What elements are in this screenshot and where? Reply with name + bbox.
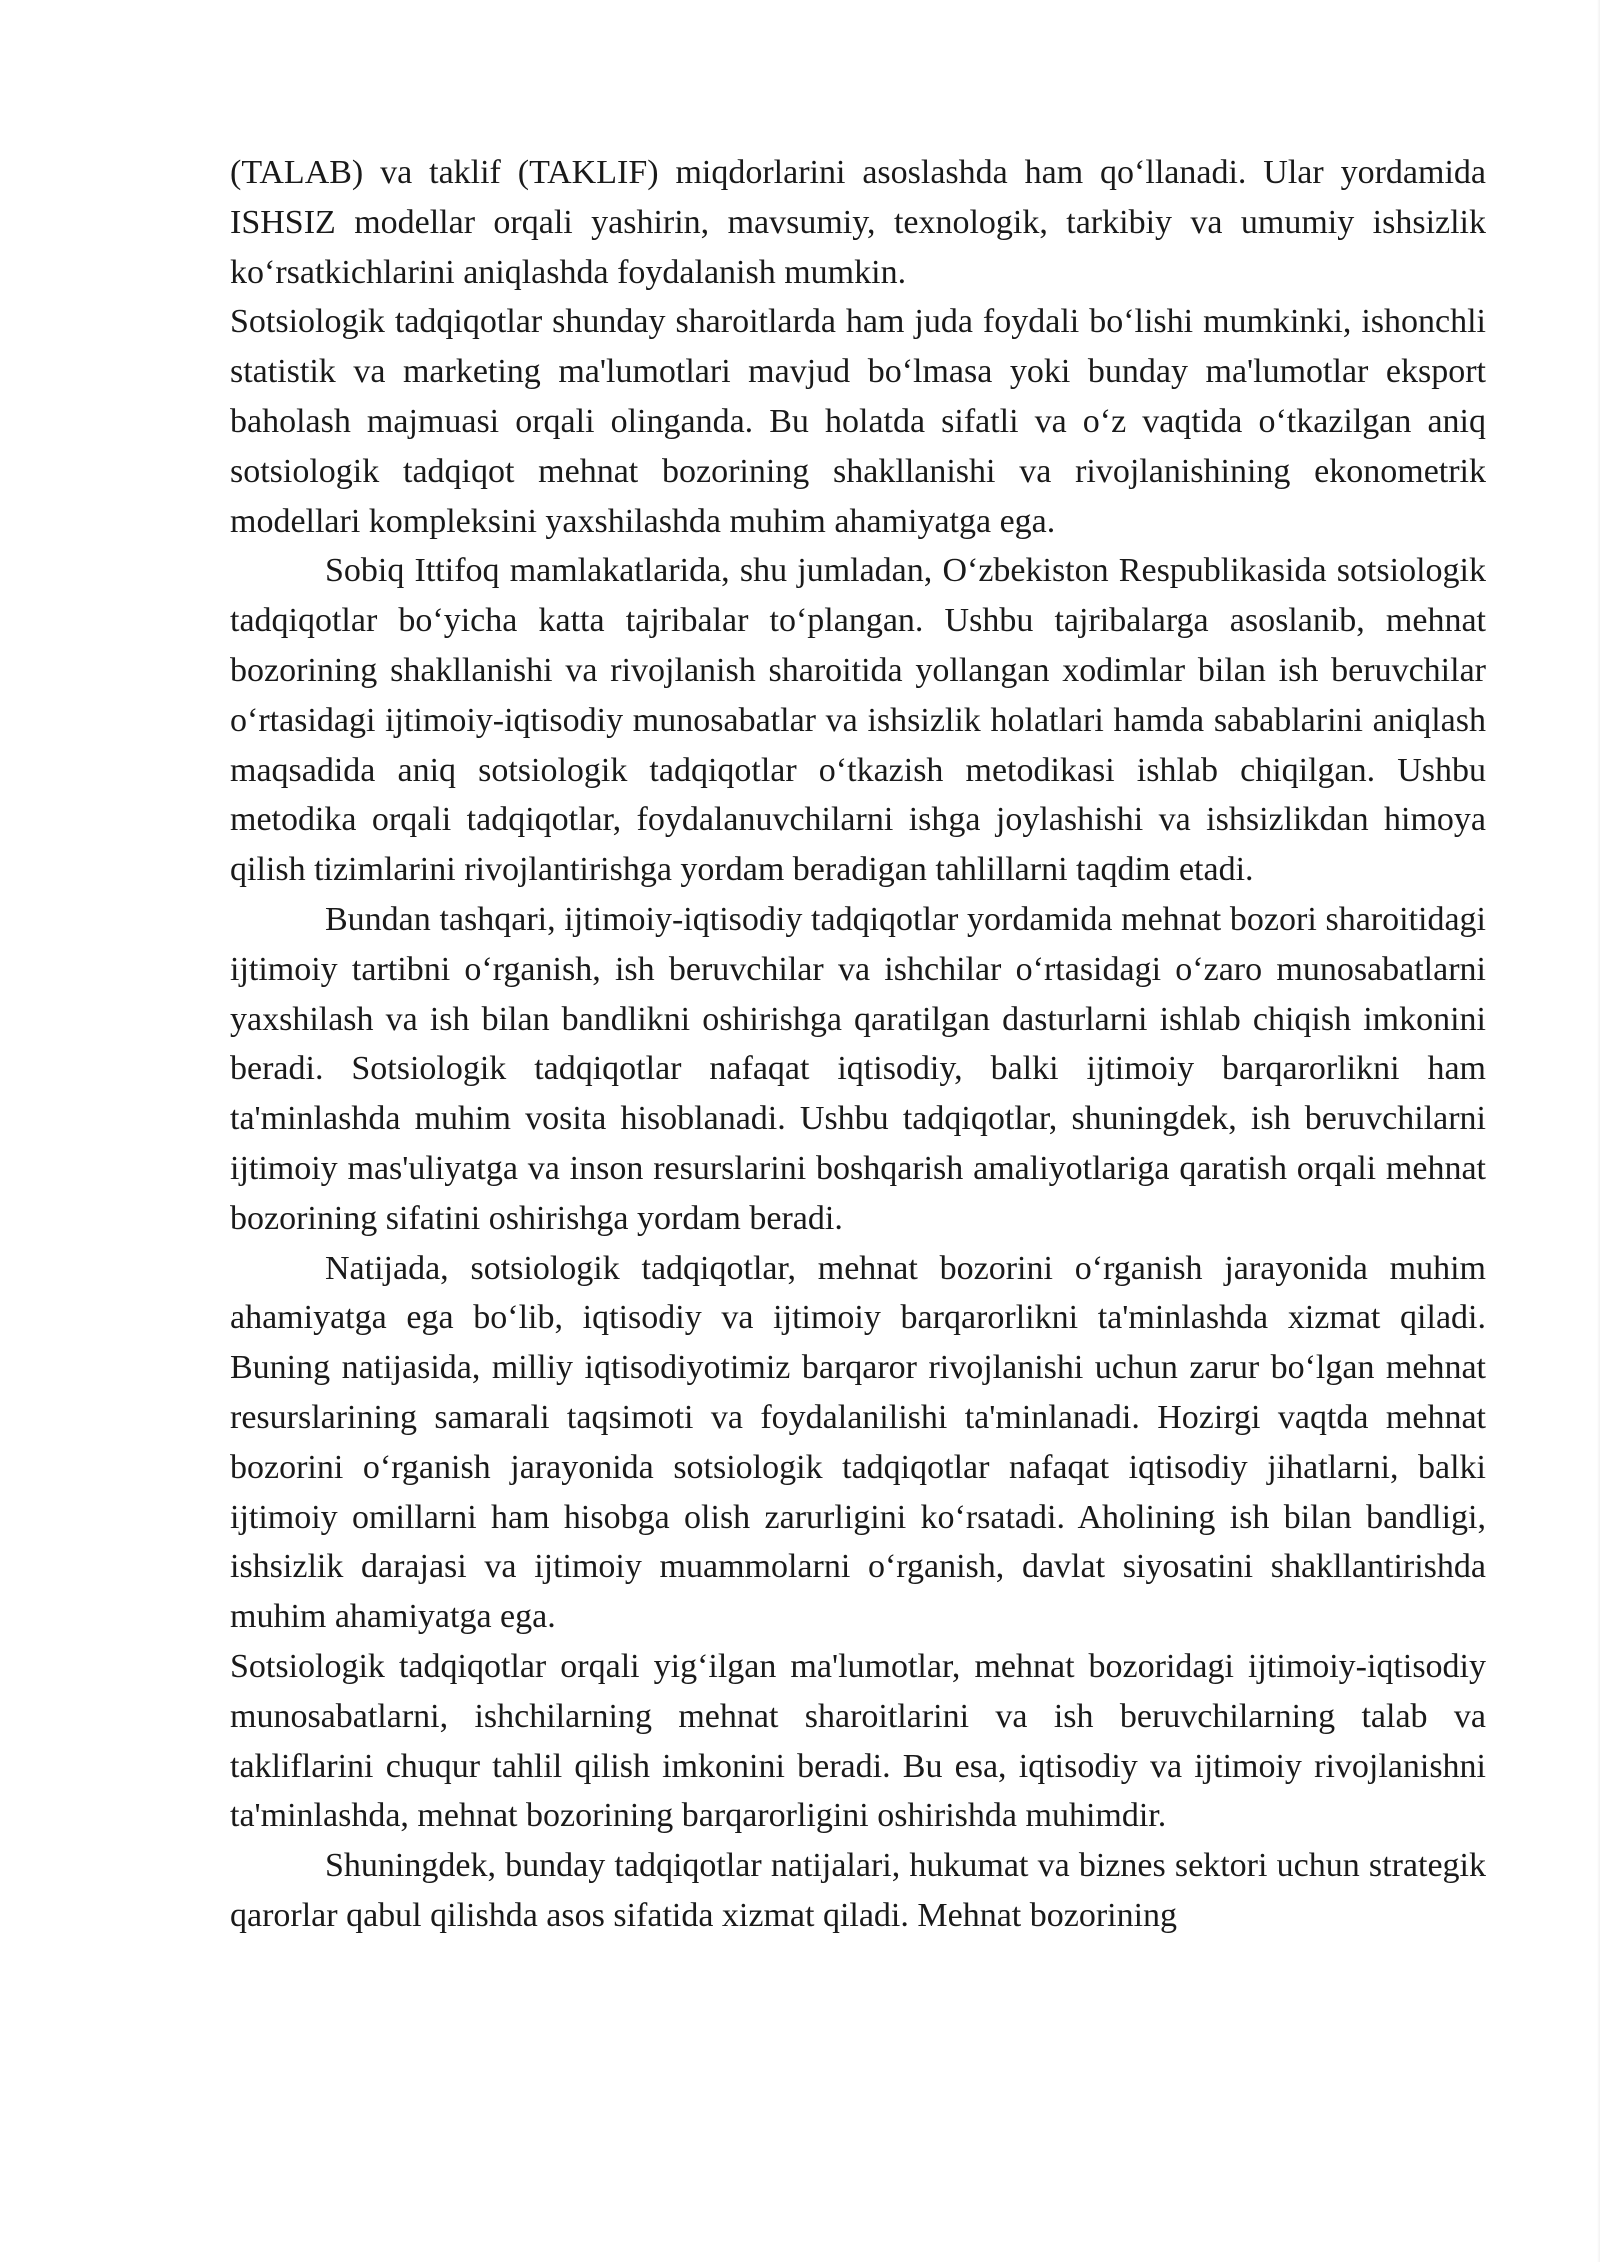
paragraph-2: Sotsiologik tadqiqotlar shunday sharoitlarda ham juda foydali bo‘lishi mumkinki, ishonchli statistik va marketing ma'lumotlari mavjud bo‘lmasa yoki bunday ma'lumotlar eksport baholash majmuasi orqali olinganda. Bu holatda sifatli va o‘z vaqtida o‘tkazilgan aniq sotsiologik tadqiqot mehnat bozorining shakllanishi va rivojlanishining ekonometrik modellari kompleksini yaxshilashda muhim ahamiyatga ega.	[230, 303, 1486, 540]
paragraph-7: Shuningdek, bunday tadqiqotlar natijalari, hukumat va biznes sektori uchun strategik qarorlar qabul qilishda asos sifatida xizmat qiladi. Mehnat bozorining	[230, 1847, 1486, 1934]
document-body	[230, 148, 1486, 1941]
paragraph-1: (TALAB) va taklif (TAKLIF) miqdorlarini asoslashda ham qo‘llanadi. Ular yordamida ISHSIZ modellar orqali yashirin, mavsumiy, texnologik, tarkibiy va umumiy ishsizlik ko‘rsatkichlarini aniqlashda foydalanish mumkin.	[230, 154, 1486, 291]
paragraph-4: Bundan tashqari, ijtimoiy-iqtisodiy tadqiqotlar yordamida mehnat bozori sharoitidagi ijtimoiy tartibni o‘rganish, ish beruvchilar va ishchilar o‘rtasidagi o‘zaro munosabatlarni yaxshilash va ish bilan bandlikni oshirishga qaratilgan dasturlarni ishlab chiqish imkonini beradi. Sotsiologik tadqiqotlar nafaqat iqtisodiy, balki ijtimoiy barqarorlikni ham ta'minlashda muhim vosita hisoblanadi. Ushbu tadqiqotlar, shuningdek, ish beruvchilarni ijtimoiy mas'uliyatga va inson resurslarini boshqarish amaliyotlariga qaratish orqali mehnat bozorining sifatini oshirishga yordam beradi.	[230, 900, 1486, 1237]
paragraph-3: Sobiq Ittifoq mamlakatlarida, shu jumladan, O‘zbekiston Respublikasida sotsiologik tadqiqotlar bo‘yicha katta tajribalar to‘plangan. Ushbu tajribalarga asoslanib, mehnat bozorining shakllanishi va rivojlanish sharoitida yollangan xodimlar bilan ish beruvchilar o‘rtasidagi ijtimoiy-iqtisodiy munosabatlar va ishsizlik holatlari hamda sabablarini aniqlash maqsadida aniq sotsiologik tadqiqotlar o‘tkazish metodikasi ishlab chiqilgan. Ushbu metodika orqali tadqiqotlar, foydalanuvchilarni ishga joylashishi va ishsizlikdan himoya qilish tizimlarini rivojlantirishga yordam beradigan tahlillarni taqdim etadi.	[230, 552, 1486, 889]
paragraph-6: Sotsiologik tadqiqotlar orqali yig‘ilgan ma'lumotlar, mehnat bozoridagi ijtimoiy-iqtisodiy munosabatlarni, ishchilarning mehnat sharoitlarini va ish beruvchilarning talab va takliflarini chuqur tahlil qilish imkonini beradi. Bu esa, iqtisodiy va ijtimoiy rivojlanishni ta'minlashda, mehnat bozorining barqarorligini oshirishda muhimdir.	[230, 1647, 1486, 1835]
paragraph-5: Natijada, sotsiologik tadqiqotlar, mehnat bozorini o‘rganish jarayonida muhim ahamiyatga ega bo‘lib, iqtisodiy va ijtimoiy barqarorlikni ta'minlashda xizmat qiladi. Buning natijasida, milliy iqtisodiyotimiz barqaror rivojlanishi uchun zarur bo‘lgan mehnat resurslarining samarali taqsimoti va foydalanilishi ta'minlanadi. Hozirgi vaqtda mehnat bozorini o‘rganish jarayonida sotsiologik tadqiqotlar nafaqat iqtisodiy jihatlarni, balki ijtimoiy omillarni ham hisobga olish zarurligini ko‘rsatadi. Aholining ish bilan bandligi, ishsizlik darajasi va ijtimoiy muammolarni o‘rganish, davlat siyosatini shakllantirishda muhim ahamiyatga ega.	[230, 1249, 1486, 1636]
